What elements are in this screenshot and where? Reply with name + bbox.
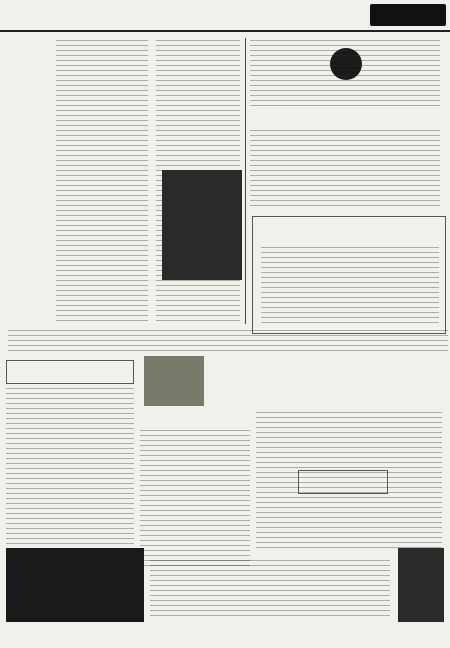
figure-photo: [162, 170, 242, 280]
date-line: [4, 4, 244, 18]
upper-right-headline: [300, 112, 420, 128]
upper-right-article-body: [250, 130, 440, 210]
poem-headline-box: [6, 360, 134, 384]
newspaper-logo: [370, 4, 446, 26]
poem-column-text: [6, 388, 134, 548]
masthead: [0, 0, 450, 30]
bottom-article-text: [150, 560, 390, 620]
corner-photo: [398, 548, 444, 622]
contest-title: [263, 225, 433, 239]
feature-title-vertical: [8, 40, 52, 160]
footer-imprint: [0, 628, 450, 648]
contest-body: [261, 247, 439, 327]
mid-column-text-1: [140, 430, 250, 570]
mid-article-text: [8, 330, 448, 354]
portrait-photo: [144, 356, 204, 406]
feature-column-text-1: [56, 40, 148, 322]
contest-announcement-box: [252, 216, 446, 334]
column-divider: [245, 38, 246, 324]
upper-right-article-text: [250, 40, 440, 110]
masthead-rule: [0, 30, 450, 32]
calligraphy-banner-image: [6, 548, 144, 622]
mid-headline: [150, 410, 230, 426]
boxed-heading: [298, 470, 388, 494]
